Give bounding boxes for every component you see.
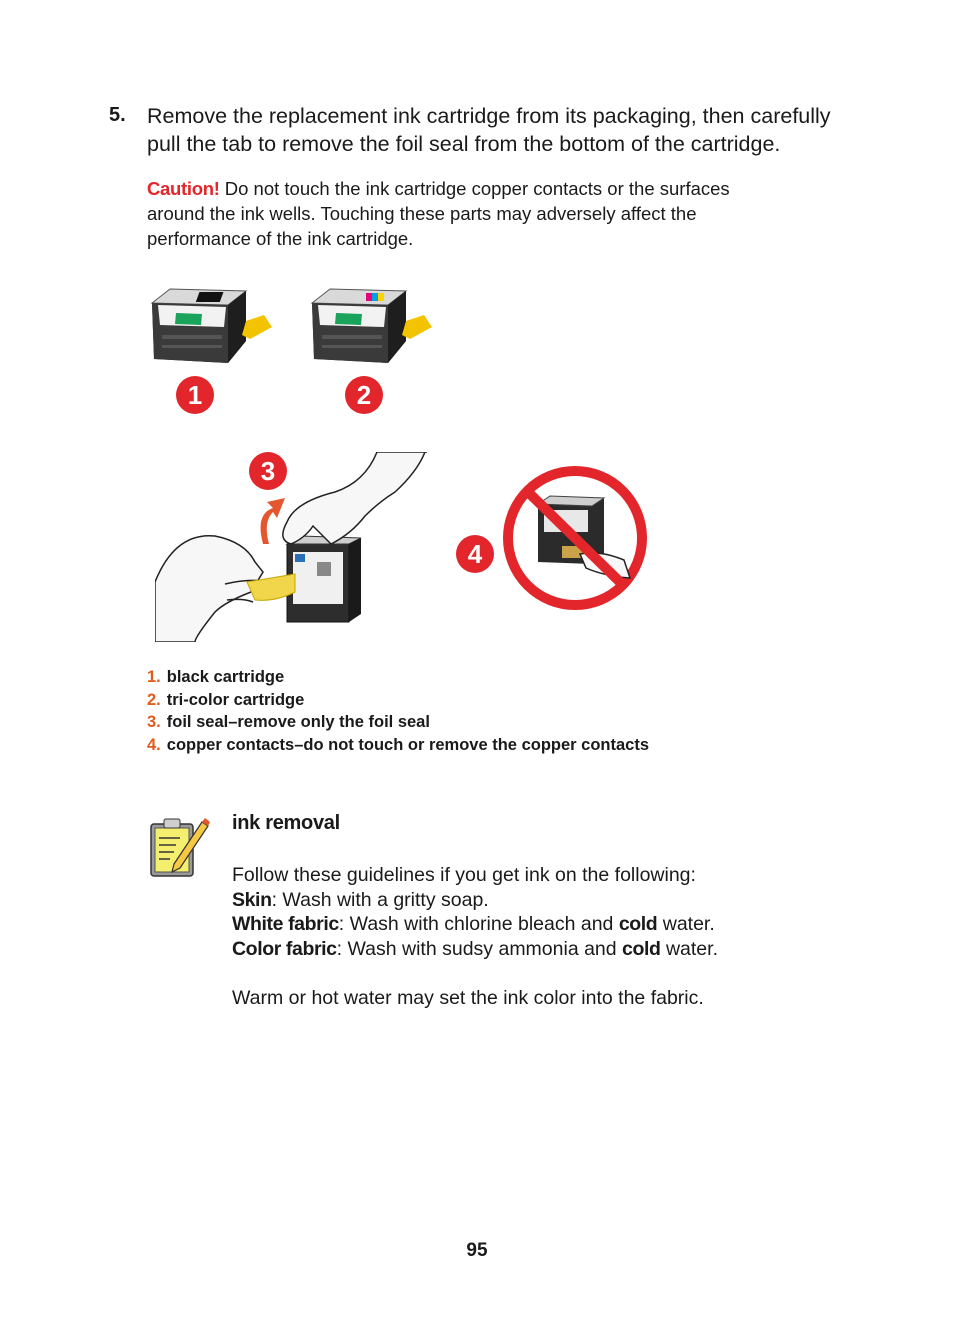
callout-4-badge: 4 — [456, 535, 494, 573]
callout-1-badge: 1 — [176, 376, 214, 414]
page-number: 95 — [466, 1240, 488, 1261]
legend-item: 3. foil seal–remove only the foil seal — [147, 713, 430, 731]
do-not-touch-contacts-illustration — [500, 464, 650, 612]
caution-line-2: around the ink wells. Touching these parts may adversely affect the — [147, 203, 697, 224]
step-line-1: Remove the replacement ink cartridge from its packaging, then carefully — [147, 104, 831, 128]
figure-legend — [147, 666, 649, 756]
caution-line-3: performance of the ink cartridge. — [147, 228, 414, 249]
legend-item: 2. tri-color cartridge — [147, 690, 305, 709]
notepad-pencil-icon — [148, 814, 210, 880]
step-number: 5. — [109, 104, 126, 126]
callout-3-badge: 3 — [249, 452, 287, 490]
note-white-fabric-line: White fabric: Wash with chlorine bleach and cold water. — [232, 913, 715, 935]
step-line-2: pull the tab to remove the foil seal from the bottom of the cartridge. — [147, 132, 781, 156]
note-skin-line: Skin: Wash with a gritty soap. — [232, 888, 489, 911]
note-body — [232, 863, 852, 1010]
legend-item: 4. copper contacts–do not touch or remove the copper contacts — [147, 735, 650, 754]
legend-item: 1. black cartridge — [147, 668, 285, 686]
remove-foil-seal-illustration — [155, 452, 427, 642]
note-color-fabric-line: Color fabric: Wash with sudsy ammonia and cold water. — [232, 937, 718, 960]
caution-label: Caution! — [147, 178, 220, 199]
note-title: ink removal — [232, 812, 340, 834]
caution-paragraph — [147, 176, 787, 251]
note-intro: Follow these guidelines if you get ink on the following: — [232, 864, 696, 886]
black-cartridge-illustration — [148, 285, 272, 365]
callout-2-badge: 2 — [345, 376, 383, 414]
note-warning: Warm or hot water may set the ink color into the fabric. — [232, 986, 704, 1009]
caution-line-1: Do not touch the ink cartridge copper contacts or the surfaces — [219, 178, 730, 199]
tricolor-cartridge-illustration — [308, 285, 432, 365]
step-instruction — [147, 102, 847, 158]
